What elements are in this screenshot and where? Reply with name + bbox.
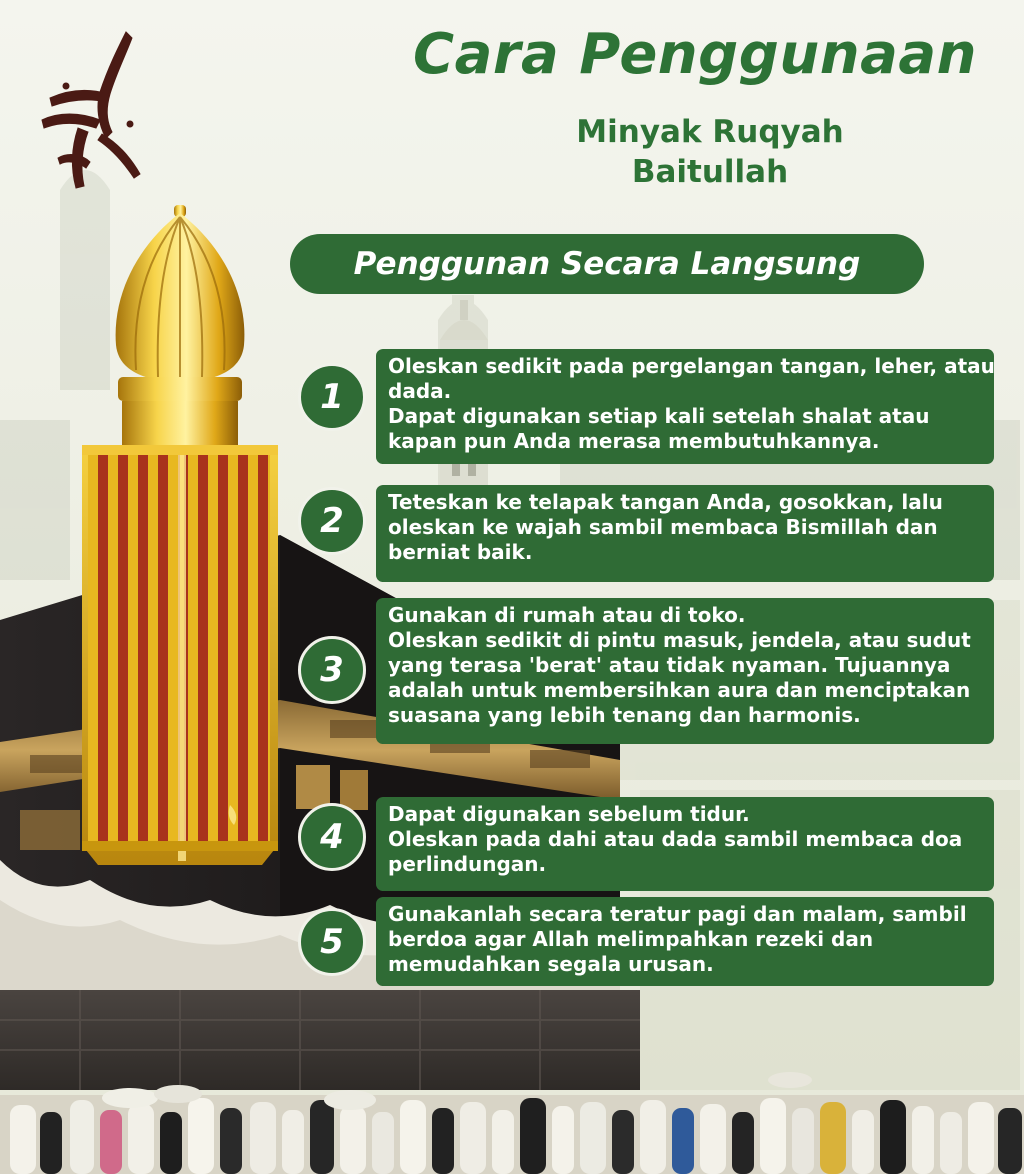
step-2-line-1: Teteskan ke telapak tangan Anda, gosokkan, lalu [388, 490, 943, 514]
product-name [520, 112, 900, 192]
step-1-line-3: Dapat digunakan setiap kali setelah shalat atau [388, 404, 930, 428]
step-2-line-3: berniat baik. [388, 540, 533, 564]
perfume-bottle-image [78, 205, 282, 875]
step-4-line-2: Oleskan pada dahi atau dada sambil membaca doa [388, 827, 963, 851]
step-1-line-4: kapan pun Anda merasa membutuhkannya. [388, 429, 880, 453]
product-name-line-1: Minyak Ruqyah [576, 114, 844, 150]
step-5-line-2: berdoa agar Allah melimpahkan rezeki dan [388, 927, 874, 951]
step-3-line-4: adalah untuk membersihkan aura dan menciptakan [388, 678, 971, 702]
step-2-line-2: oleskan ke wajah sambil membaca Bismillah dan [388, 515, 938, 539]
step-3-line-2: Oleskan sedikit di pintu masuk, jendela, atau sudut [388, 628, 971, 652]
step-instruction-box [376, 485, 994, 582]
step-1-line-2: dada. [388, 379, 452, 403]
step-number-badge: 2 [298, 487, 366, 555]
page-title: Cara Penggunaan [412, 22, 978, 87]
step-5-line-1: Gunakanlah secara teratur pagi dan malam, sambil [388, 902, 967, 926]
product-name-line-2: Baitullah [631, 154, 789, 190]
step-instruction-box [376, 897, 994, 986]
step-instruction-box [376, 598, 994, 744]
section-heading-pill [290, 234, 924, 294]
step-number-badge: 3 [298, 636, 366, 704]
step-1-line-1: Oleskan sedikit pada pergelangan tangan, leher, atau [388, 354, 995, 378]
step-instruction-box [376, 349, 994, 464]
step-4-line-1: Dapat digunakan sebelum tidur. [388, 802, 750, 826]
section-heading: Penggunan Secara Langsung [353, 246, 861, 282]
step-3-line-1: Gunakan di rumah atau di toko. [388, 603, 746, 627]
step-3-line-5: suasana yang lebih tenang dan harmonis. [388, 703, 861, 727]
step-number-badge: 4 [298, 803, 366, 871]
step-instruction-box [376, 797, 994, 891]
step-5-line-3: memudahkan segala urusan. [388, 952, 714, 976]
makkah-calligraphy-logo [38, 28, 148, 198]
step-4-line-3: perlindungan. [388, 852, 547, 876]
step-number-badge: 1 [298, 363, 366, 431]
step-3-line-3: yang terasa 'berat' atau tidak nyaman. Tujuannya [388, 653, 951, 677]
step-number-badge: 5 [298, 908, 366, 976]
